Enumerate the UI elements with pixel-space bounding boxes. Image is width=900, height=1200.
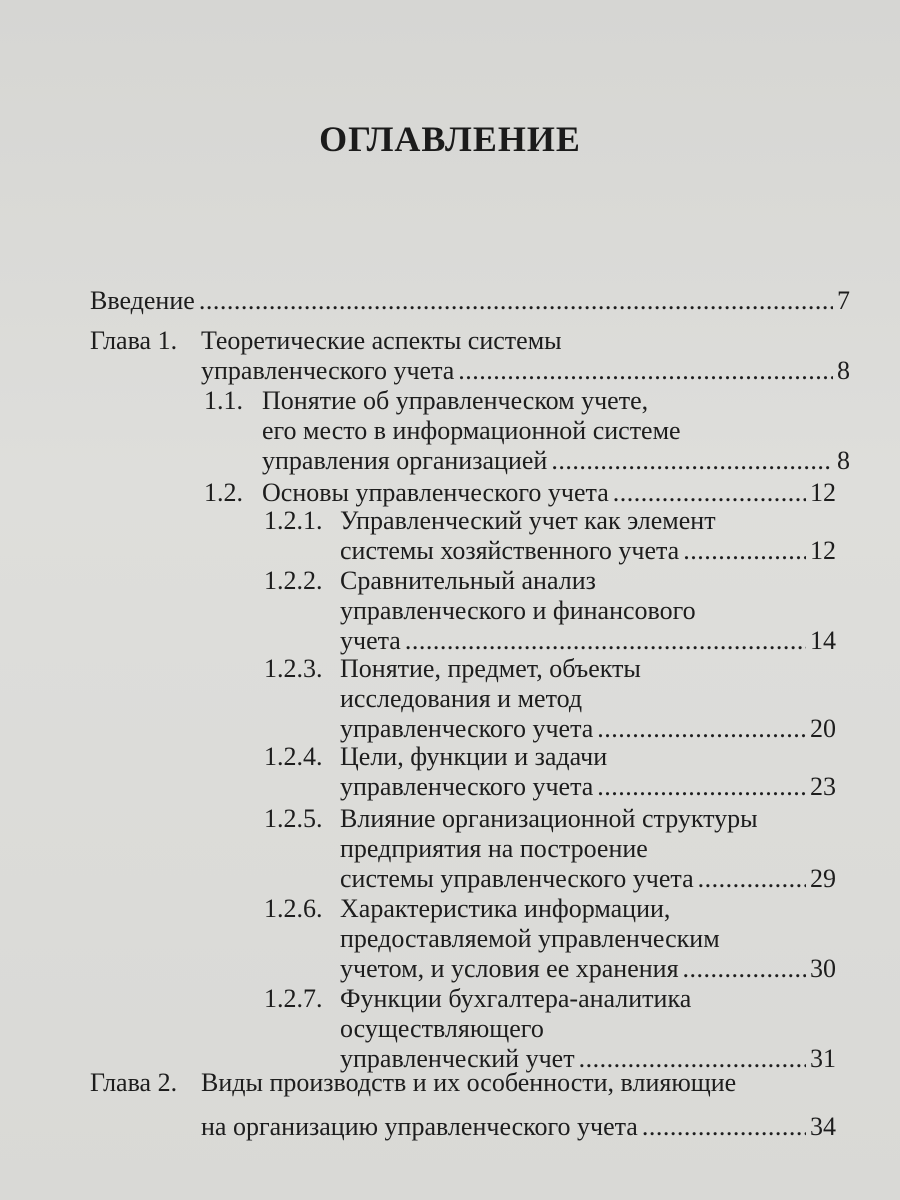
dot-leader xyxy=(597,772,806,802)
toc-entry-text: Сравнительный анализ xyxy=(340,566,596,595)
toc-entry-text: Функции бухгалтера-аналитика xyxy=(340,984,692,1013)
toc-page-number: 31 xyxy=(810,1044,836,1073)
dot-leader xyxy=(458,356,833,386)
toc-entry-chapter-2 xyxy=(201,1112,836,1142)
toc-entry-section-1-2-3 xyxy=(340,714,836,744)
toc-page-number: 8 xyxy=(837,356,850,385)
toc-label: 1.2.3. xyxy=(264,654,323,683)
toc-entry-text: управленческого учета xyxy=(201,356,455,385)
dot-leader xyxy=(683,536,806,566)
toc-label: Глава 1. xyxy=(90,326,178,355)
toc-page-number: 23 xyxy=(810,772,836,801)
toc-entry-text: на организацию управленческого учета xyxy=(201,1112,638,1141)
dot-leader xyxy=(683,954,806,984)
toc-entry-section-1-1 xyxy=(262,446,850,476)
dot-leader xyxy=(642,1112,806,1142)
toc-entry-section-1-2-5 xyxy=(340,864,836,894)
toc-label: 1.2.6. xyxy=(264,894,323,923)
toc-entry-section-1-2-2 xyxy=(340,626,836,656)
toc-entry-text: Виды производств и их особенности, влияющие xyxy=(201,1068,737,1097)
toc-entry-text: Влияние организационной структуры xyxy=(340,804,758,833)
toc-entry-section-1-2-4 xyxy=(340,772,836,802)
toc-entry-text: исследования и метод xyxy=(340,684,583,713)
toc-label: 1.1. xyxy=(204,386,243,415)
toc-label: 1.2. xyxy=(204,478,243,507)
toc-entry-text: Понятие об управленческом учете, xyxy=(262,386,649,415)
toc-entry-text: системы управленческого учета xyxy=(340,864,694,893)
toc-page-number: 12 xyxy=(810,536,836,565)
toc-label: 1.2.4. xyxy=(264,742,323,771)
toc-entry-text: Цели, функции и задачи xyxy=(340,742,608,771)
toc-entry-text: системы хозяйственного учета xyxy=(340,536,680,565)
toc-entry-text: Введение xyxy=(90,286,195,315)
toc-page-number: 29 xyxy=(810,864,836,893)
toc-entry-introduction xyxy=(90,286,850,316)
toc-entry-text: управления организацией xyxy=(262,446,548,475)
dot-leader xyxy=(405,626,806,656)
toc-entry-text: Теоретические аспекты системы xyxy=(201,326,562,355)
toc-entry-text: управленческого учета xyxy=(340,772,594,801)
toc-entry-text: управленческого учета xyxy=(340,714,594,743)
toc-page-number: 30 xyxy=(810,954,836,983)
toc-label: Глава 2. xyxy=(90,1068,178,1097)
toc-entry-text: учетом, и условия ее хранения xyxy=(340,954,679,983)
toc-entry-text: предприятия на построение xyxy=(340,834,648,863)
toc-label: 1.2.1. xyxy=(264,506,323,535)
toc-entry-text: предоставляемой управленческим xyxy=(340,924,720,953)
toc-entry-text: Характеристика информации, xyxy=(340,894,671,923)
toc-page-number: 14 xyxy=(810,626,836,655)
toc-entry-text: Управленческий учет как элемент xyxy=(340,506,716,535)
dot-leader xyxy=(551,446,833,476)
dot-leader xyxy=(698,864,806,894)
toc-entry-chapter-1 xyxy=(201,356,850,386)
toc-entry-text: Основы управленческого учета xyxy=(262,478,609,507)
toc-page-number: 8 xyxy=(837,446,850,475)
toc-page-number: 7 xyxy=(837,286,850,315)
toc-entry-text: учета xyxy=(340,626,401,655)
toc-entry-text: осуществляющего xyxy=(340,1014,544,1043)
toc-page-number: 12 xyxy=(810,478,836,507)
toc-label: 1.2.7. xyxy=(264,984,323,1013)
toc-entry-section-1-2-6 xyxy=(340,954,836,984)
bleed-through-decoration xyxy=(250,0,257,34)
toc-label: 1.2.5. xyxy=(264,804,323,833)
toc-entry-text: его место в информационной системе xyxy=(262,416,681,445)
toc-page-number: 34 xyxy=(810,1112,836,1141)
toc-label: 1.2.2. xyxy=(264,566,323,595)
page-title: ОГЛАВЛЕНИЕ xyxy=(319,119,581,159)
toc-page-number: 20 xyxy=(810,714,836,743)
dot-leader xyxy=(597,714,806,744)
toc-entry-text: управленческий учет xyxy=(340,1044,575,1073)
dot-leader xyxy=(199,286,833,316)
toc-entry-text: Понятие, предмет, объекты xyxy=(340,654,641,683)
dot-leader xyxy=(613,478,806,508)
toc-entry-section-1-2-1 xyxy=(340,536,836,566)
toc-entry-text: управленческого и финансового xyxy=(340,596,696,625)
toc-entry-section-1-2 xyxy=(262,478,836,508)
